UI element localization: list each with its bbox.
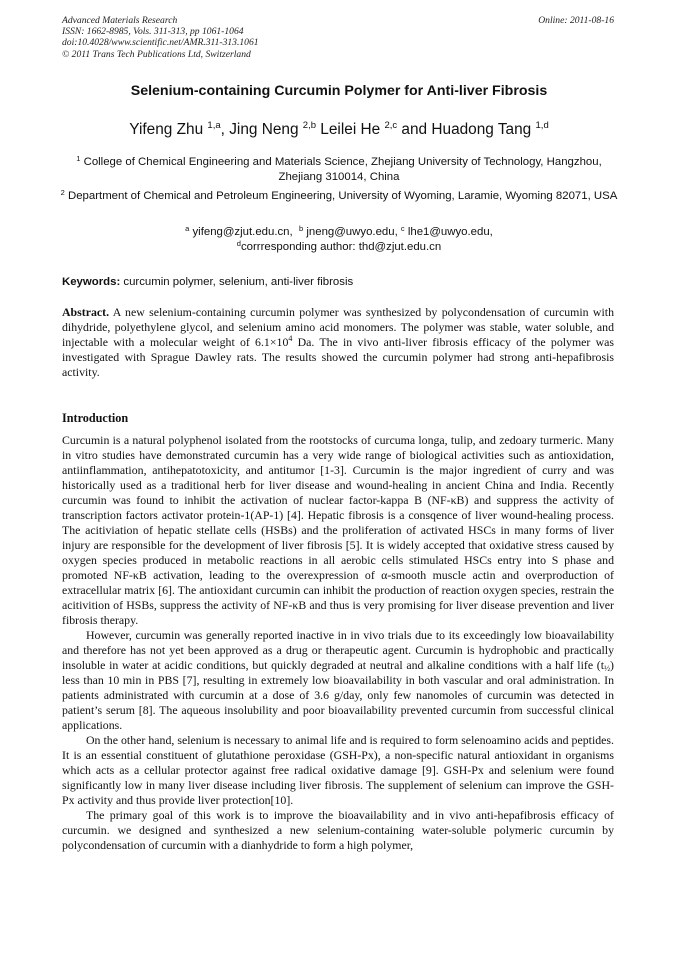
doi-line: doi:10.4028/www.scientific.net/AMR.311-313.1061 [62,37,259,49]
author-name: Huadong Tang [431,121,532,138]
email-mark: c [400,224,405,233]
paper-title: Selenium-containing Curcumin Polymer for Anti-liver Fibrosis [130,83,548,99]
keywords-label: Keywords: [62,276,121,288]
paragraph-text: ) less than 10 min in PBS [7], resulting in extremely low bioavailability in both vascular and oral administration. In patients administrated with curcumin at a dose of 3.6 g/day, only few nanomoles of curcumin was detected in patient’s serum [8]. The aqueous insolubility and poor bioavailability prevented curcumin from successful clinical applications. [62,658,614,733]
paragraph [62,628,614,733]
email-link[interactable]: lhe1@uwyo.edu, [407,226,493,238]
email-mark: d [236,238,241,248]
affiliation-text: College of Chemical Engineering and Materials Science, Zhejiang University of Technology, Hangzhou, Zhejiang 310014, China [83,156,602,183]
author-list [0,121,678,139]
corresponding-author[interactable]: corrresponding author: thd@zjut.edu.cn [240,240,442,253]
exponent: 4 [288,334,293,344]
author-name: Jing Neng [229,121,299,138]
author-name: Yifeng Zhu [129,121,204,138]
paragraph-text: However, curcumin was generally reported inactive in in vivo trials due to its exceedingly low bioavailability and therefore has not yet been approved as a drug or therapeutic agent. Curcumin is hydrophobic and practically insoluble in water at acidic conditions, but quickly degraded at neutral and alkaline conditions with a half life (t [62,628,614,673]
journal-name: Advanced Materials Research [62,15,178,26]
paragraph: Curcumin is a natural polyphenol isolated from the rootstocks of curcuma longa, tulip, and zedoary turmeric. Many in vitro studies have demonstrated curcumin has a very wide range of biological activities such as antioxidation, antiinflammation, antihepatotoxicity, and antitumor [1-3]. Curcumin is the major ingredient of curry and was historically used as a traditional herb for liver disease and wound-healing in ancient China and India. Recently curcumin was found to inhibit the activation of nuclear factor-kappa B (NF-κB) and suppress the activity of transcription factors activator protein-1(AP-1) [4]. Hepatic fibrosis is a consqence of liver wound-healing process. The acitiviation of hepatic stellate cells (HSBs) and the proliferation of activated HSCs in many forms of liver injury are responsible for the development of liver fibrosis [5]. It is widely accepted that oxidative stress caused by oxygen species produced in metabolic reactions in all aerobic cells stimulated HSCs entry into S phase and promoted NF-κB activation, leading to the overexpression of α-smooth muscle actin and overproduction of extracellular matrix [6]. The antioxidant curcumin can inhibit the production of reaction oxygen species, restrain the acitivition of HSBs, suppress the activity of NF-κB and thus is very promising for liver disease prevention and liver fibrosis therapy. [62,433,614,628]
abstract-text: A new selenium-containing curcumin polymer was synthesized by polycondensation of curcumin with dihydride, polyethylene glycol, and selenium amino acid monomers. The polymer was stable, water soluble, and injectable with a molecular weight of 6.1×10 [62,305,614,350]
section-heading: Introduction [62,411,129,425]
author-name: Leilei He [320,121,381,138]
copyright-line: © 2011 Trans Tech Publications Ltd, Switzerland [62,48,251,60]
issn-line: ISSN: 1662-8985, Vols. 311-313, pp 1061-1064 [62,26,244,38]
affiliation-1 [60,155,618,185]
affiliation-mark: 2 [60,188,65,197]
email-link[interactable]: yifeng@zjut.edu.cn, [192,226,293,238]
abstract-text-end: Da. The in vivo anti-liver fibrosis efficacy of the polymer was investigated with Sprague Dawley rats. The results showed the curcumin polymer had strong anti-hepafibrosis activity. [62,335,614,380]
online-date: Online: 2011-08-16 [538,15,614,26]
affiliation-mark: 1 [76,154,81,163]
journal-header [62,15,422,60]
keywords-text: curcumin polymer, selenium, anti-liver fibrosis [123,276,354,288]
email-block [60,225,618,255]
email-mark: a [185,224,190,233]
abstract [62,305,614,380]
paragraph: On the other hand, selenium is necessary to animal life and is required to form selenoamino acids and peptides. It is an essential constituent of glutathione peroxidase (GSH-Px), a non-specific natural antioxidant in organisms which acts as a cellular protector against free radical oxidative damage [9]. GSH-Px and selenium were found significantly low in many liver disease including liver fibrosis. The supplement of selenium can improve the GSH-Px activity and thus provide liver protection[10]. [62,733,614,808]
author-mark: 2,b [302,120,317,131]
abstract-label: Abstract. [62,305,110,319]
keywords [62,276,622,288]
author-separator: , [220,121,230,138]
introduction-body [62,433,614,853]
author-mark: 2,c [384,120,398,131]
affiliation-text: Department of Chemical and Petroleum Engineering, University of Wyoming, Laramie, Wyoming 82071, USA [68,190,618,202]
paragraph: The primary goal of this work is to improve the bioavailability and in vivo anti-hepafibrosis efficacy of curcumin. we designed and synthesized a new selenium-containing water-soluble polymeric curcumin by polycondensation of curcumin with a dianhydride to form a high polymer, [62,808,614,853]
author-mark: 1,a [207,120,221,131]
email-mark: b [299,224,304,233]
author-mark: 1,d [535,120,549,131]
subscript: ½ [604,664,611,674]
email-link[interactable]: jneng@uwyo.edu, [306,226,398,238]
affiliation-2 [60,189,618,204]
author-and: and [397,121,432,138]
